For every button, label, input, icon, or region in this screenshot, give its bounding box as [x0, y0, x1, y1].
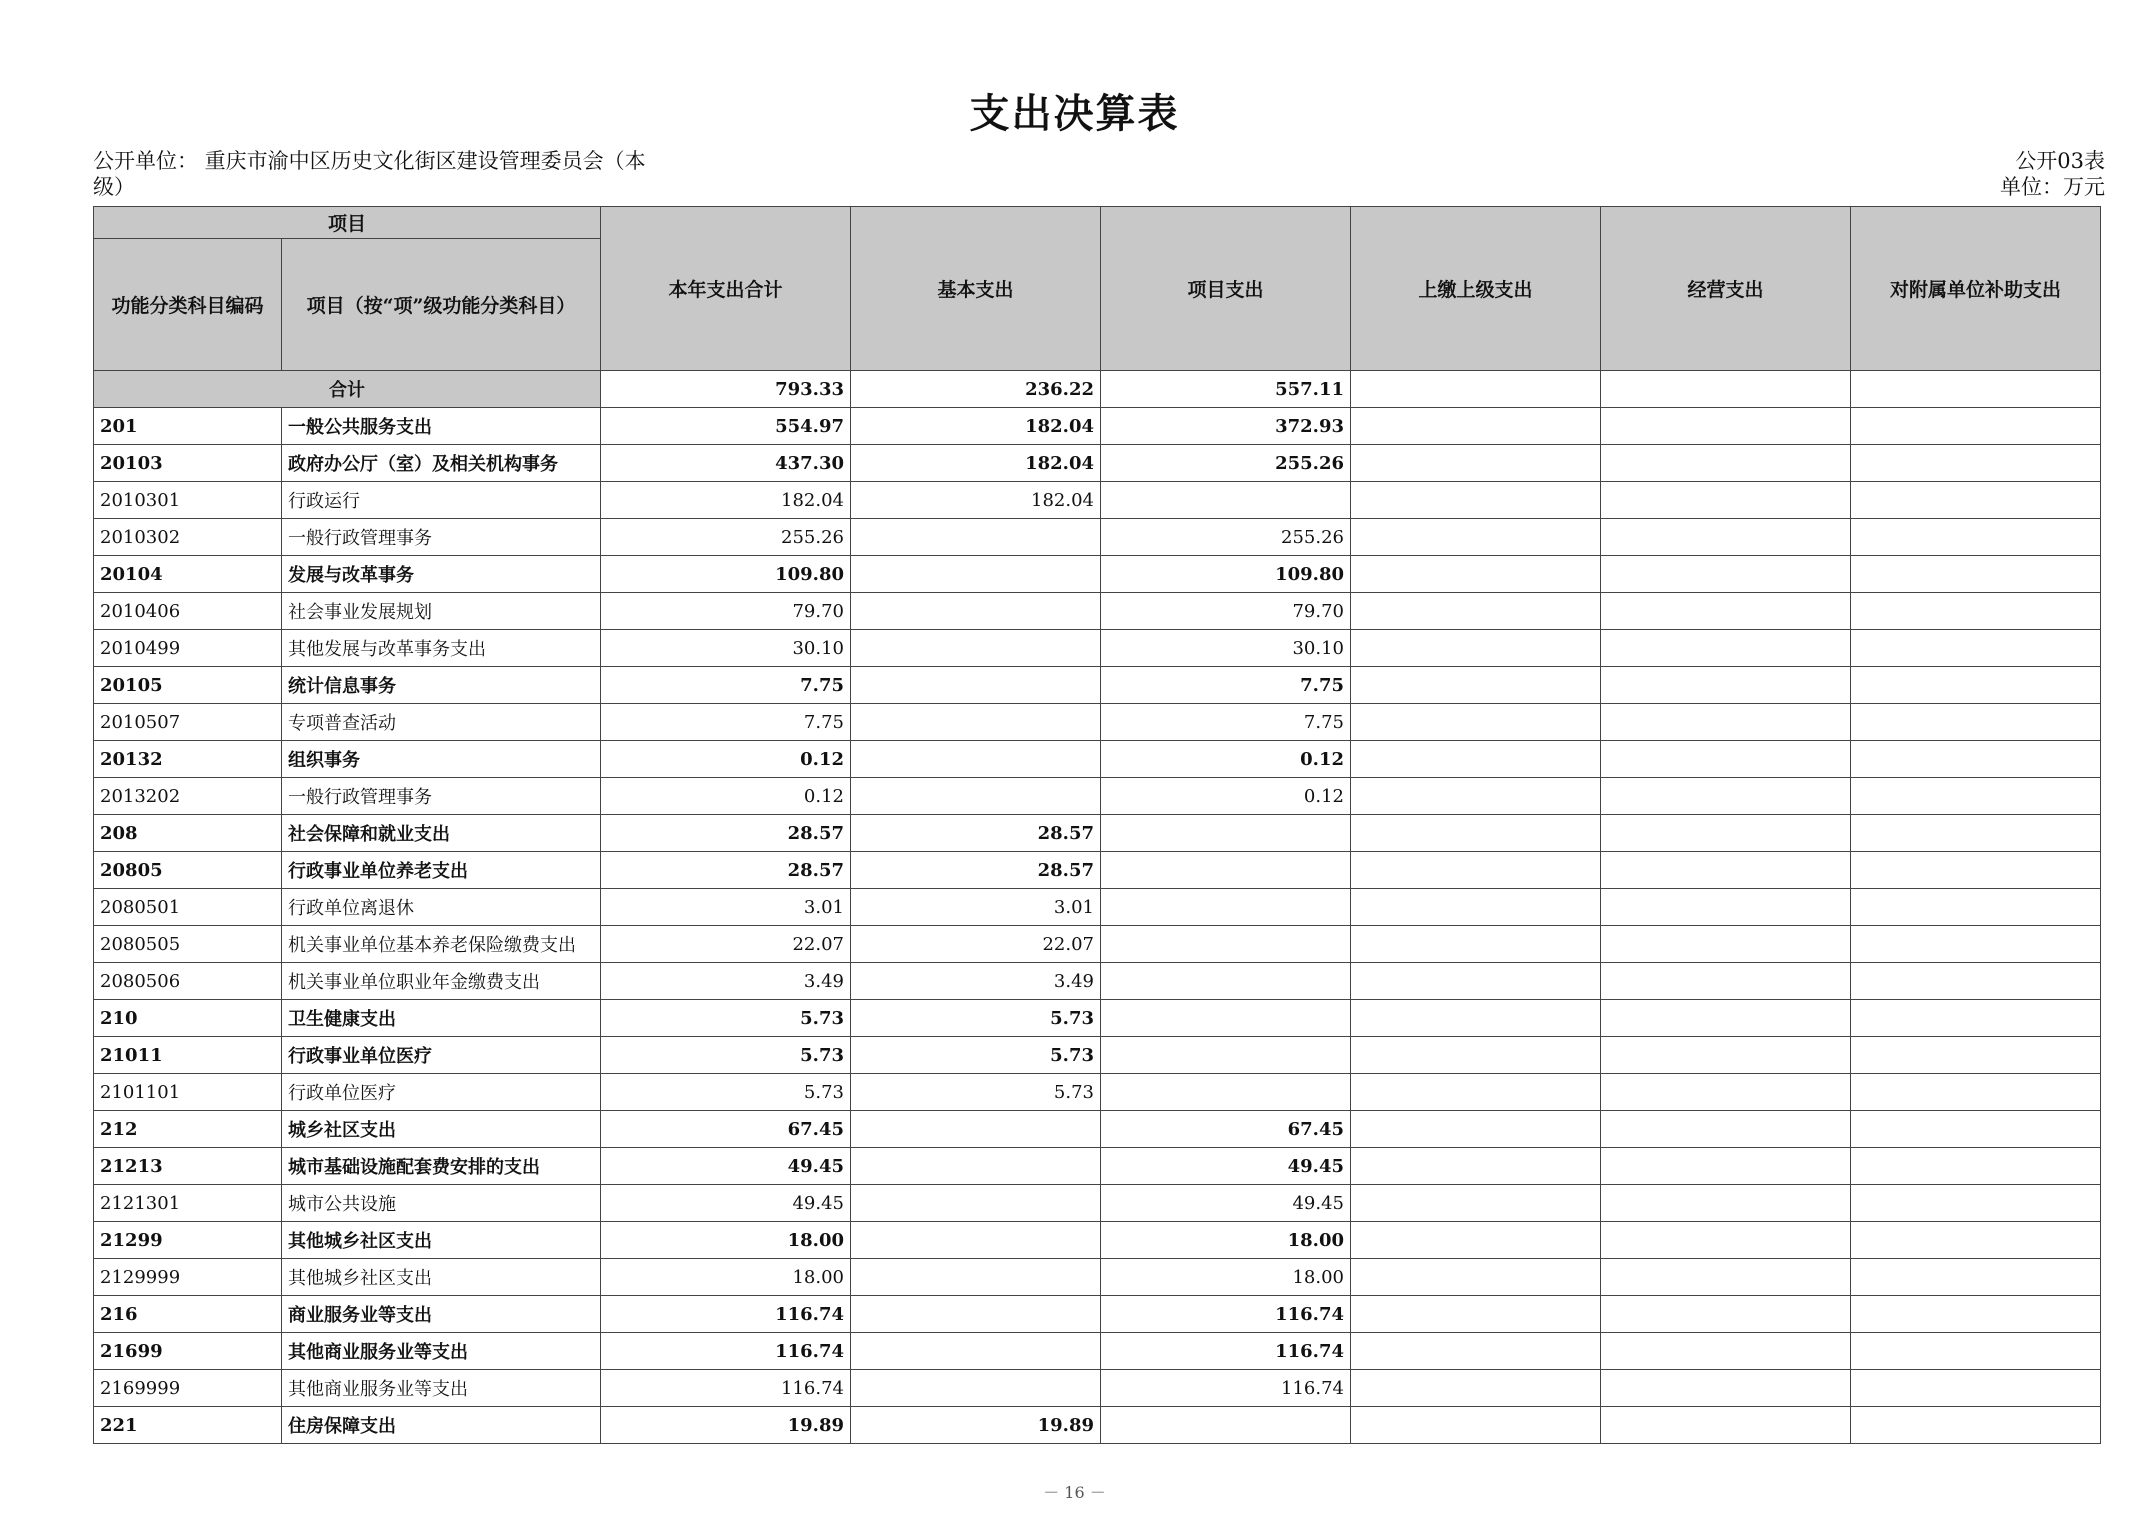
row-code: 2010499: [94, 630, 282, 667]
table-row: [94, 667, 2101, 704]
row-project: 67.45: [1101, 1111, 1351, 1148]
header-name: 项目（按“项”级功能分类科目）: [282, 239, 601, 371]
row-business: [1601, 1407, 1851, 1444]
row-business: [1601, 408, 1851, 445]
row-basic: 28.57: [851, 815, 1101, 852]
row-upper: [1351, 1222, 1601, 1259]
row-upper: [1351, 963, 1601, 1000]
row-project: [1101, 815, 1351, 852]
row-name: 行政事业单位养老支出: [282, 852, 601, 889]
row-name: 专项普查活动: [282, 704, 601, 741]
row-basic: 182.04: [851, 408, 1101, 445]
row-total: 67.45: [601, 1111, 851, 1148]
row-code: 2010507: [94, 704, 282, 741]
row-code: 2010302: [94, 519, 282, 556]
row-total: 28.57: [601, 815, 851, 852]
row-subsidy: [1851, 963, 2101, 1000]
row-name: 社会事业发展规划: [282, 593, 601, 630]
table-row: [94, 408, 2101, 445]
row-subsidy: [1851, 852, 2101, 889]
row-code: 2080501: [94, 889, 282, 926]
header-code: 功能分类科目编码: [94, 239, 282, 371]
row-basic: 5.73: [851, 1000, 1101, 1037]
row-project: [1101, 852, 1351, 889]
row-upper: [1351, 852, 1601, 889]
table-row: [94, 1185, 2101, 1222]
row-basic: [851, 1148, 1101, 1185]
row-total: 182.04: [601, 482, 851, 519]
row-project: 372.93: [1101, 408, 1351, 445]
row-total: 49.45: [601, 1148, 851, 1185]
row-project: 116.74: [1101, 1370, 1351, 1407]
row-project: 0.12: [1101, 778, 1351, 815]
row-basic: 3.01: [851, 889, 1101, 926]
row-upper: [1351, 704, 1601, 741]
row-name: 一般行政管理事务: [282, 778, 601, 815]
row-upper: [1351, 445, 1601, 482]
expenditure-table: [93, 206, 2101, 1444]
row-business: [1601, 593, 1851, 630]
row-business: [1601, 1000, 1851, 1037]
row-subsidy: [1851, 445, 2101, 482]
row-code: 20805: [94, 852, 282, 889]
row-business: [1601, 1259, 1851, 1296]
row-total: 5.73: [601, 1037, 851, 1074]
row-subsidy: [1851, 667, 2101, 704]
row-total: 7.75: [601, 704, 851, 741]
row-subsidy: [1851, 1000, 2101, 1037]
row-basic: 22.07: [851, 926, 1101, 963]
row-project: 49.45: [1101, 1148, 1351, 1185]
row-business: [1601, 963, 1851, 1000]
total-project: 557.11: [1101, 371, 1351, 408]
row-code: 2080506: [94, 963, 282, 1000]
row-total: 0.12: [601, 741, 851, 778]
row-business: [1601, 445, 1851, 482]
row-basic: 5.73: [851, 1074, 1101, 1111]
row-subsidy: [1851, 889, 2101, 926]
row-total: 109.80: [601, 556, 851, 593]
row-subsidy: [1851, 1296, 2101, 1333]
row-project: 255.26: [1101, 445, 1351, 482]
table-row: [94, 519, 2101, 556]
total-row: [94, 371, 2101, 408]
row-upper: [1351, 519, 1601, 556]
row-upper: [1351, 889, 1601, 926]
row-basic: [851, 1370, 1101, 1407]
row-name: 社会保障和就业支出: [282, 815, 601, 852]
row-name: 统计信息事务: [282, 667, 601, 704]
row-business: [1601, 741, 1851, 778]
row-basic: [851, 1111, 1101, 1148]
row-name: 发展与改革事务: [282, 556, 601, 593]
row-name: 住房保障支出: [282, 1407, 601, 1444]
row-code: 210: [94, 1000, 282, 1037]
row-upper: [1351, 667, 1601, 704]
row-business: [1601, 1370, 1851, 1407]
row-project: 79.70: [1101, 593, 1351, 630]
row-project: [1101, 1000, 1351, 1037]
row-total: 437.30: [601, 445, 851, 482]
row-basic: [851, 1333, 1101, 1370]
row-subsidy: [1851, 630, 2101, 667]
row-upper: [1351, 482, 1601, 519]
row-subsidy: [1851, 1370, 2101, 1407]
table-row: [94, 445, 2101, 482]
row-subsidy: [1851, 1333, 2101, 1370]
table-row: [94, 1259, 2101, 1296]
row-total: 79.70: [601, 593, 851, 630]
row-name: 机关事业单位职业年金缴费支出: [282, 963, 601, 1000]
row-upper: [1351, 1000, 1601, 1037]
row-project: [1101, 1074, 1351, 1111]
row-business: [1601, 556, 1851, 593]
form-number: 公开03表: [2015, 149, 2105, 173]
row-subsidy: [1851, 778, 2101, 815]
row-subsidy: [1851, 482, 2101, 519]
row-subsidy: [1851, 741, 2101, 778]
row-upper: [1351, 1148, 1601, 1185]
row-name: 城乡社区支出: [282, 1111, 601, 1148]
row-total: 116.74: [601, 1296, 851, 1333]
table-row: [94, 1000, 2101, 1037]
row-name: 一般行政管理事务: [282, 519, 601, 556]
row-total: 18.00: [601, 1222, 851, 1259]
row-basic: 182.04: [851, 482, 1101, 519]
table-row: [94, 815, 2101, 852]
row-code: 20132: [94, 741, 282, 778]
table-row: [94, 1222, 2101, 1259]
row-business: [1601, 519, 1851, 556]
row-basic: [851, 519, 1101, 556]
row-total: 28.57: [601, 852, 851, 889]
row-project: [1101, 963, 1351, 1000]
row-upper: [1351, 1333, 1601, 1370]
row-project: 0.12: [1101, 741, 1351, 778]
row-total: 5.73: [601, 1074, 851, 1111]
table-row: [94, 1333, 2101, 1370]
page-title: 支出决算表: [969, 90, 1180, 137]
table-row: [94, 1370, 2101, 1407]
row-upper: [1351, 556, 1601, 593]
row-name: 其他商业服务业等支出: [282, 1333, 601, 1370]
row-name: 城市公共设施: [282, 1185, 601, 1222]
row-upper: [1351, 1037, 1601, 1074]
row-subsidy: [1851, 1148, 2101, 1185]
row-name: 政府办公厅（室）及相关机构事务: [282, 445, 601, 482]
row-basic: 28.57: [851, 852, 1101, 889]
row-total: 22.07: [601, 926, 851, 963]
row-code: 2121301: [94, 1185, 282, 1222]
row-business: [1601, 778, 1851, 815]
row-code: 221: [94, 1407, 282, 1444]
table-row: [94, 963, 2101, 1000]
table-row: [94, 1037, 2101, 1074]
row-code: 20105: [94, 667, 282, 704]
row-code: 21011: [94, 1037, 282, 1074]
row-business: [1601, 667, 1851, 704]
row-code: 20103: [94, 445, 282, 482]
row-upper: [1351, 630, 1601, 667]
row-basic: [851, 593, 1101, 630]
row-total: 18.00: [601, 1259, 851, 1296]
header-basic: 基本支出: [851, 207, 1101, 371]
row-basic: 3.49: [851, 963, 1101, 1000]
row-code: 216: [94, 1296, 282, 1333]
row-upper: [1351, 1074, 1601, 1111]
row-business: [1601, 1037, 1851, 1074]
row-code: 208: [94, 815, 282, 852]
row-project: 7.75: [1101, 667, 1351, 704]
row-upper: [1351, 408, 1601, 445]
header-total: 本年支出合计: [601, 207, 851, 371]
row-code: 201: [94, 408, 282, 445]
row-upper: [1351, 815, 1601, 852]
row-upper: [1351, 593, 1601, 630]
row-subsidy: [1851, 519, 2101, 556]
row-basic: [851, 630, 1101, 667]
row-total: 3.01: [601, 889, 851, 926]
row-name: 其他城乡社区支出: [282, 1259, 601, 1296]
row-upper: [1351, 1259, 1601, 1296]
table-row: [94, 1148, 2101, 1185]
row-subsidy: [1851, 593, 2101, 630]
row-business: [1601, 482, 1851, 519]
row-basic: 19.89: [851, 1407, 1101, 1444]
row-business: [1601, 852, 1851, 889]
row-name: 行政运行: [282, 482, 601, 519]
table-row: [94, 704, 2101, 741]
row-basic: [851, 741, 1101, 778]
table-row: [94, 630, 2101, 667]
row-total: 49.45: [601, 1185, 851, 1222]
publishing-unit: 公开单位： 重庆市渝中区历史文化街区建设管理委员会（本级）: [93, 149, 646, 199]
row-upper: [1351, 1296, 1601, 1333]
row-code: 2080505: [94, 926, 282, 963]
row-project: 18.00: [1101, 1222, 1351, 1259]
table-row: [94, 1111, 2101, 1148]
row-upper: [1351, 1111, 1601, 1148]
row-upper: [1351, 778, 1601, 815]
row-code: 2101101: [94, 1074, 282, 1111]
row-business: [1601, 1111, 1851, 1148]
row-code: 21699: [94, 1333, 282, 1370]
row-business: [1601, 1185, 1851, 1222]
row-basic: 182.04: [851, 445, 1101, 482]
row-basic: [851, 1296, 1101, 1333]
row-code: 21213: [94, 1148, 282, 1185]
table-row: [94, 1407, 2101, 1444]
row-name: 一般公共服务支出: [282, 408, 601, 445]
row-name: 机关事业单位基本养老保险缴费支出: [282, 926, 601, 963]
row-code: 2010301: [94, 482, 282, 519]
row-project: 255.26: [1101, 519, 1351, 556]
row-code: 2010406: [94, 593, 282, 630]
table-row: [94, 556, 2101, 593]
table-row: [94, 482, 2101, 519]
row-business: [1601, 1148, 1851, 1185]
row-name: 商业服务业等支出: [282, 1296, 601, 1333]
row-basic: [851, 778, 1101, 815]
page-number: － 16 －: [1043, 1483, 1106, 1502]
row-business: [1601, 1333, 1851, 1370]
row-project: [1101, 1407, 1351, 1444]
row-basic: [851, 704, 1101, 741]
row-business: [1601, 815, 1851, 852]
row-code: 20104: [94, 556, 282, 593]
row-project: 7.75: [1101, 704, 1351, 741]
row-project: 18.00: [1101, 1259, 1351, 1296]
row-name: 城市基础设施配套费安排的支出: [282, 1148, 601, 1185]
row-subsidy: [1851, 1111, 2101, 1148]
row-project: [1101, 482, 1351, 519]
row-business: [1601, 1074, 1851, 1111]
table-row: [94, 741, 2101, 778]
row-total: 5.73: [601, 1000, 851, 1037]
row-code: 2169999: [94, 1370, 282, 1407]
header-item: 项目: [94, 207, 601, 239]
row-subsidy: [1851, 556, 2101, 593]
row-upper: [1351, 741, 1601, 778]
row-project: 116.74: [1101, 1333, 1351, 1370]
row-total: 30.10: [601, 630, 851, 667]
row-project: 49.45: [1101, 1185, 1351, 1222]
row-subsidy: [1851, 1259, 2101, 1296]
row-total: 7.75: [601, 667, 851, 704]
row-basic: [851, 1259, 1101, 1296]
form-info: [2000, 148, 2105, 200]
row-business: [1601, 1296, 1851, 1333]
row-total: 3.49: [601, 963, 851, 1000]
row-upper: [1351, 926, 1601, 963]
row-subsidy: [1851, 1037, 2101, 1074]
row-name: 行政事业单位医疗: [282, 1037, 601, 1074]
row-business: [1601, 1222, 1851, 1259]
row-subsidy: [1851, 704, 2101, 741]
row-code: 212: [94, 1111, 282, 1148]
table-row: [94, 778, 2101, 815]
row-subsidy: [1851, 815, 2101, 852]
row-business: [1601, 704, 1851, 741]
row-project: [1101, 926, 1351, 963]
row-total: 19.89: [601, 1407, 851, 1444]
header-upper: 上缴上级支出: [1351, 207, 1601, 371]
row-name: 行政单位离退休: [282, 889, 601, 926]
row-name: 组织事务: [282, 741, 601, 778]
row-basic: [851, 1222, 1101, 1259]
row-subsidy: [1851, 1407, 2101, 1444]
row-upper: [1351, 1407, 1601, 1444]
row-name: 其他商业服务业等支出: [282, 1370, 601, 1407]
table-row: [94, 889, 2101, 926]
row-subsidy: [1851, 408, 2101, 445]
total-sum: 793.33: [601, 371, 851, 408]
row-total: 116.74: [601, 1370, 851, 1407]
row-total: 0.12: [601, 778, 851, 815]
row-basic: 5.73: [851, 1037, 1101, 1074]
table-row: [94, 852, 2101, 889]
row-name: 其他城乡社区支出: [282, 1222, 601, 1259]
header-business: 经营支出: [1601, 207, 1851, 371]
row-upper: [1351, 1370, 1601, 1407]
row-total: 554.97: [601, 408, 851, 445]
row-name: 行政单位医疗: [282, 1074, 601, 1111]
row-total: 116.74: [601, 1333, 851, 1370]
table-row: [94, 1074, 2101, 1111]
row-basic: [851, 1185, 1101, 1222]
row-code: 2129999: [94, 1259, 282, 1296]
row-code: 21299: [94, 1222, 282, 1259]
row-subsidy: [1851, 1185, 2101, 1222]
row-project: 116.74: [1101, 1296, 1351, 1333]
header-project: 项目支出: [1101, 207, 1351, 371]
row-subsidy: [1851, 1222, 2101, 1259]
row-project: 109.80: [1101, 556, 1351, 593]
table-row: [94, 1296, 2101, 1333]
row-upper: [1351, 1185, 1601, 1222]
row-code: 2013202: [94, 778, 282, 815]
row-business: [1601, 926, 1851, 963]
row-name: 其他发展与改革事务支出: [282, 630, 601, 667]
row-subsidy: [1851, 926, 2101, 963]
row-project: [1101, 889, 1351, 926]
row-subsidy: [1851, 1074, 2101, 1111]
row-project: 30.10: [1101, 630, 1351, 667]
row-name: 卫生健康支出: [282, 1000, 601, 1037]
table-row: [94, 593, 2101, 630]
total-basic: 236.22: [851, 371, 1101, 408]
row-business: [1601, 889, 1851, 926]
total-label: 合计: [94, 371, 601, 408]
row-total: 255.26: [601, 519, 851, 556]
currency-unit: 单位：万元: [2000, 175, 2105, 199]
row-basic: [851, 556, 1101, 593]
row-project: [1101, 1037, 1351, 1074]
table-row: [94, 926, 2101, 963]
row-business: [1601, 630, 1851, 667]
row-basic: [851, 667, 1101, 704]
header-subsidy: 对附属单位补助支出: [1851, 207, 2101, 371]
